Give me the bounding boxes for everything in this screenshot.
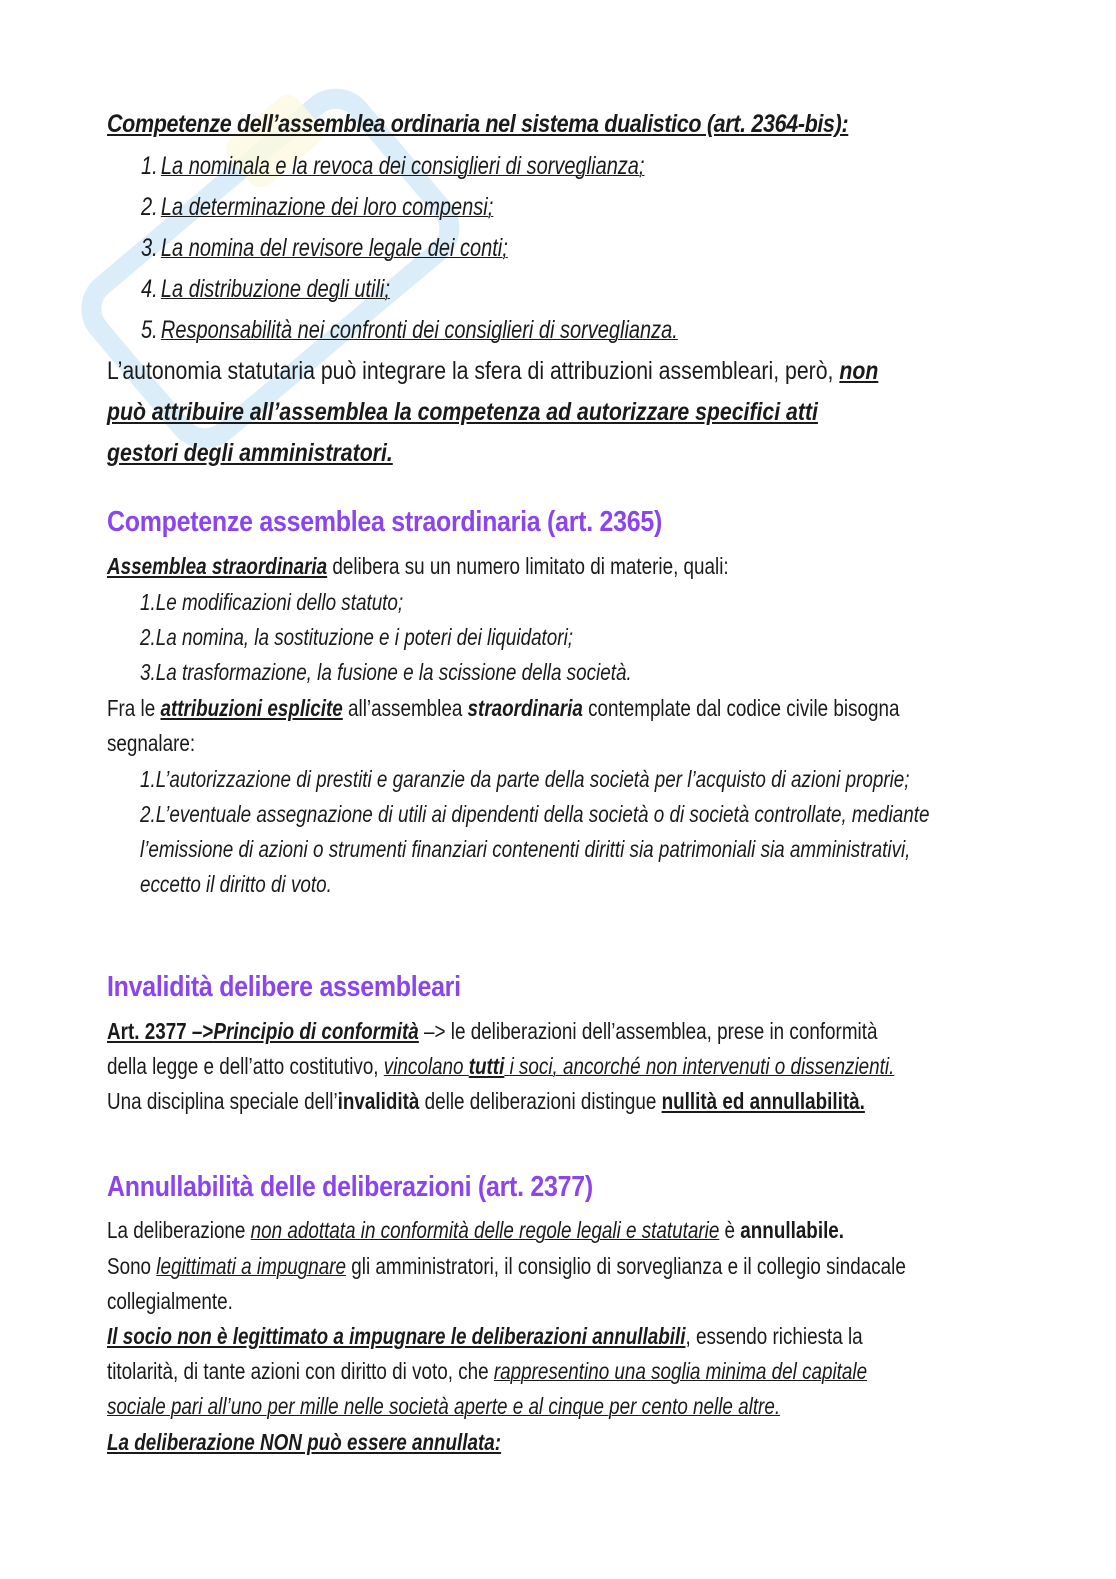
list-num: 5. [141,316,158,344]
list-text: l’emissione di azioni o strumenti finanziari contenenti diritti sia patrimoniali sia amministrativi, [140,836,911,862]
text-plain: L’autonomia statutaria può integrare la sfera di attribuzioni assembleari, però, [107,357,834,385]
paragraph [107,1429,501,1456]
paragraph [107,1088,865,1115]
text-italic: legittimati a impugnare [156,1253,347,1279]
paragraph [107,1393,780,1420]
list-num: 4. [141,275,158,303]
list-text: La distribuzione degli utili; [160,275,390,303]
list-item [141,152,645,181]
paragraph [107,398,818,427]
text-plain: –> le deliberazioni dell’assemblea, prese in conformità [418,1018,878,1044]
text-emphasis: nullità ed annullabilità. [661,1088,865,1114]
paragraph [107,357,878,386]
paragraph [107,1323,863,1350]
list-item-continued [140,836,910,863]
list-num: 1. [140,589,156,615]
text-plain: delle deliberazioni distingue [419,1088,662,1114]
section4-heading: Annullabilità delle deliberazioni (art. 2377) [107,1171,593,1203]
list-num: 3. [140,659,156,685]
list-item [141,193,493,222]
text-emphasis: attribuzioni esplicite [160,695,343,721]
text-plain: , essendo richiesta la [685,1323,863,1349]
list-text: La trasformazione, la fusione e la scissione della società. [155,659,632,685]
text-emphasis: Il socio non è legittimato a impugnare le deliberazioni annullabili [107,1323,686,1349]
list-item [140,766,910,793]
list-text: La nomina, la sostituzione e i poteri dei liquidatori; [155,624,573,650]
list-item [141,234,508,263]
paragraph [107,553,729,580]
list-item [140,589,403,616]
text-emphasis: straordinaria [467,695,583,721]
text-plain: titolarità, di tante azioni con diritto di voto, che [107,1358,494,1384]
text-plain: La deliberazione [107,1217,251,1243]
text-italic: vincolano [383,1053,469,1079]
list-text: eccetto il diritto di voto. [140,871,332,897]
list-item [141,275,390,304]
text-italic: rappresentino una soglia minima del capitale [493,1358,868,1384]
list-num: 1. [141,152,158,180]
text-plain: Sono [107,1253,157,1279]
paragraph [107,1253,906,1280]
list-item [140,659,632,686]
text-emphasis: Art. 2377 –> [107,1018,214,1044]
list-num: 2. [140,801,156,827]
paragraph: collegialmente. [107,1288,233,1314]
list-num: 2. [140,624,156,650]
text-emphasis: Principio di conformità [213,1018,419,1044]
list-item [140,801,930,828]
paragraph [107,1053,894,1080]
list-text: Responsabilità nei confronti dei consiglieri di sorveglianza. [160,316,678,344]
text-plain: all’assemblea [342,695,468,721]
paragraph: segnalare: [107,730,196,756]
paragraph [107,439,393,468]
text-emphasis: può attribuire all’assemblea la competenza ad autorizzare specifici atti [107,398,818,426]
text-plain: delibera su un numero limitato di materie, quali: [327,553,729,579]
text-plain: contemplate dal codice civile bisogna [582,695,900,721]
text-emphasis: gestori degli amministratori. [107,439,393,467]
list-text: La determinazione dei loro compensi; [160,193,494,221]
section1-heading: Competenze dell’assemblea ordinaria nel sistema dualistico (art. 2364-bis): [107,110,849,138]
text-plain: della legge e dell’atto costitutivo, [107,1053,384,1079]
list-item-continued [140,871,332,898]
list-text: L’autorizzazione di prestiti e garanzie da parte della società per l’acquisto di azioni proprie; [155,766,910,792]
text-italic: non adottata in conformità delle regole legali e statutarie [250,1217,720,1243]
list-item [140,624,573,651]
list-num: 3. [141,234,158,262]
paragraph [107,1217,844,1244]
text-plain: è [719,1217,741,1243]
section2-heading: Competenze assemblea straordinaria (art. 2365) [107,506,663,538]
text-emphasis: non [839,357,879,385]
paragraph [107,1358,867,1385]
text-emphasis: Assemblea straordinaria [107,553,328,579]
text-plain: Una disciplina speciale dell’ [107,1088,338,1114]
text-plain: Fra le [107,695,161,721]
paragraph [107,695,899,722]
list-text: La nomina del revisore legale dei conti; [160,234,508,262]
list-num: 2. [141,193,158,221]
text-italic: i soci, ancorché non intervenuti o dissenzienti. [504,1053,895,1079]
text-emphasis: tutti [468,1053,505,1079]
list-text: Le modificazioni dello statuto; [155,589,404,615]
list-text: L’eventuale assegnazione di utili ai dipendenti della società o di società controllate, mediante [155,801,930,827]
list-text: La nominala e la revoca dei consiglieri di sorveglianza; [160,152,645,180]
text-plain: gli amministratori, il consiglio di sorveglianza e il collegio sindacale [346,1253,906,1279]
text-bold: annullabile. [740,1217,845,1243]
text-italic: sociale pari all’uno per mille nelle società aperte e al cinque per cento nelle altre. [107,1393,781,1419]
list-item [141,316,678,345]
section3-heading: Invalidità delibere assembleari [107,971,461,1003]
text-bold: invalidità [337,1088,420,1114]
paragraph [107,1018,877,1045]
list-num: 1. [140,766,156,792]
text-emphasis: La deliberazione NON può essere annullata: [107,1429,502,1455]
